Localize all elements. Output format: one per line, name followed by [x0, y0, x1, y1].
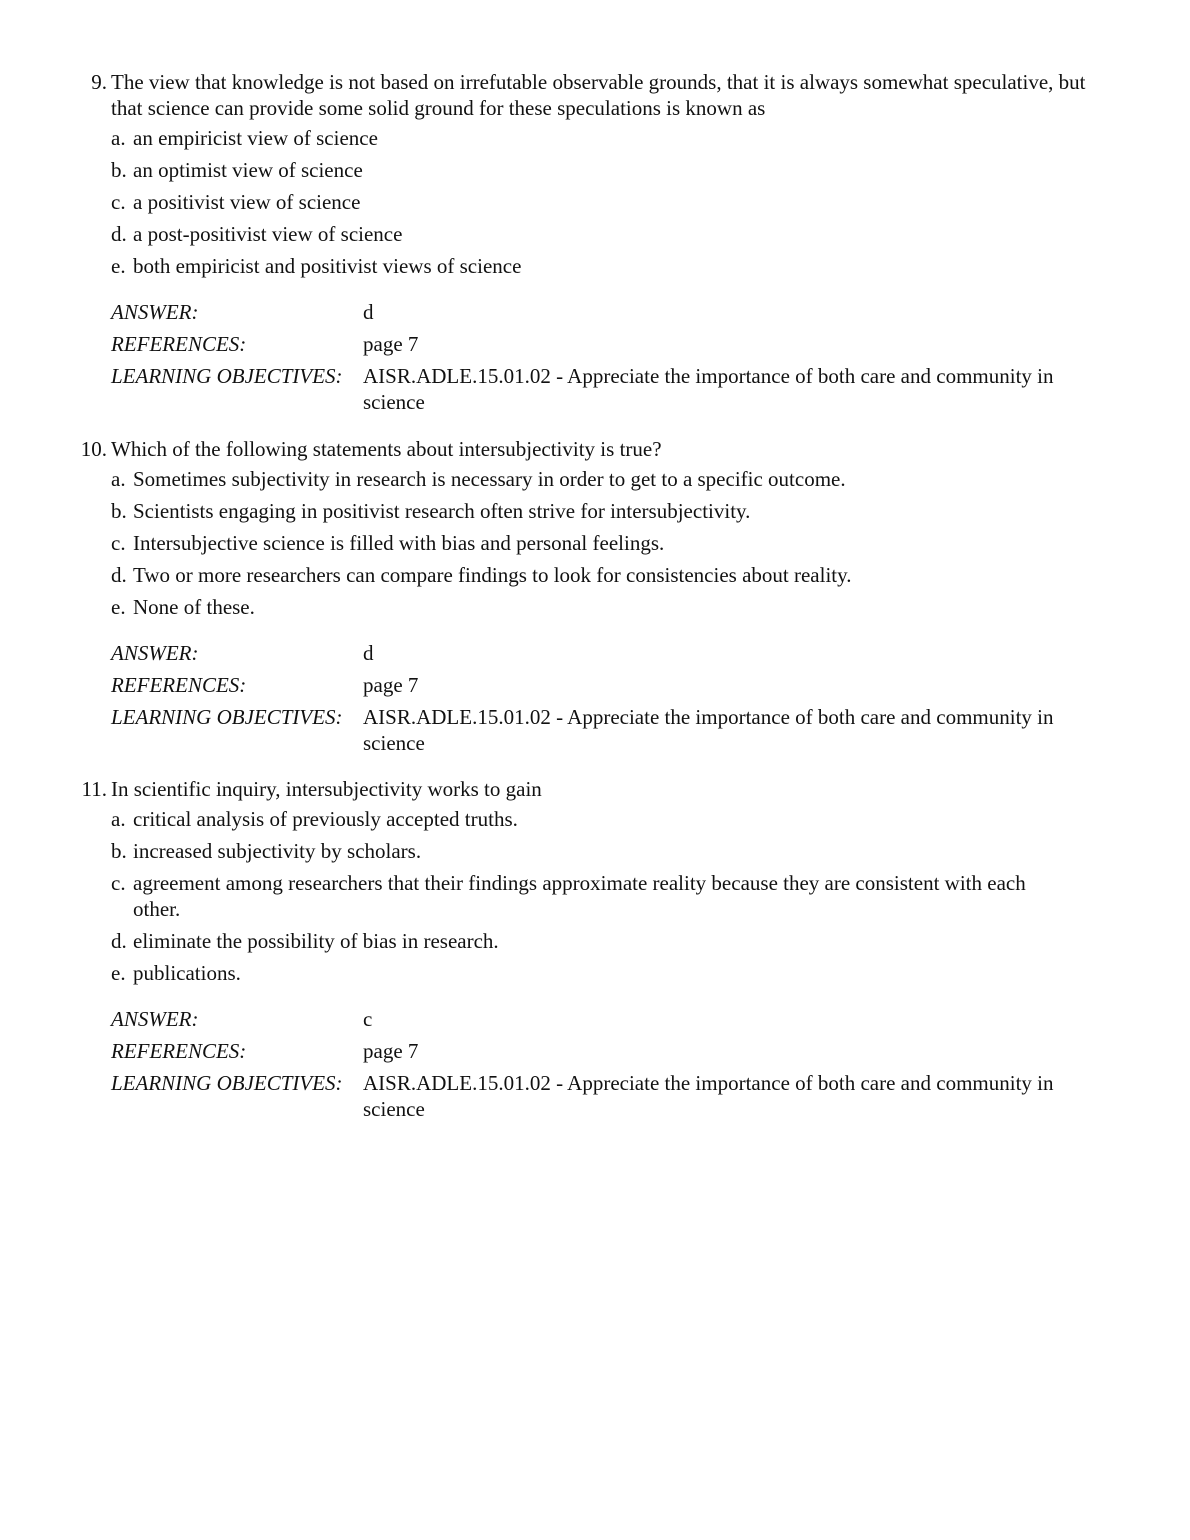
- option-letter: e.: [111, 254, 126, 278]
- question-block: [0, 69, 1190, 415]
- question-block: [0, 436, 1190, 756]
- option-letter: a.: [111, 126, 126, 150]
- question-number: 11.: [81, 777, 107, 801]
- answer-option: [0, 960, 1190, 986]
- option-text: eliminate the possibility of bias in research.: [133, 929, 499, 953]
- option-text: Intersubjective science is filled with bias and personal feelings.: [133, 531, 665, 555]
- option-text: increased subjectivity by scholars.: [133, 839, 422, 863]
- answer-option: [0, 125, 1190, 151]
- answer-row: [0, 1006, 1190, 1032]
- option-text: Sometimes subjectivity in research is necessary in order to get to a specific outcome.: [133, 467, 846, 491]
- learning-objectives-row: [0, 1070, 1190, 1122]
- references-row: [0, 672, 1190, 698]
- answer-option: [0, 253, 1190, 279]
- answer-option: [0, 870, 1190, 922]
- learning-objectives-value: AISR.ADLE.15.01.02 - Appreciate the importance of both care and community in science: [363, 364, 1054, 414]
- question-text: In scientific inquiry, intersubjectivity works to gain: [111, 777, 542, 801]
- answer-value: d: [363, 641, 374, 665]
- references-label: REFERENCES:: [111, 332, 247, 356]
- answer-option: [0, 498, 1190, 524]
- option-text: None of these.: [133, 595, 255, 619]
- references-value: page 7: [363, 673, 419, 697]
- answer-metadata: [0, 640, 1190, 756]
- option-text: Scientists engaging in positivist research often strive for intersubjectivity.: [133, 499, 751, 523]
- question-text: Which of the following statements about intersubjectivity is true?: [111, 437, 662, 461]
- option-text: critical analysis of previously accepted truths.: [133, 807, 518, 831]
- learning-objectives-label: LEARNING OBJECTIVES:: [111, 364, 343, 388]
- option-letter: d.: [111, 563, 127, 587]
- learning-objectives-row: [0, 363, 1190, 415]
- option-text: a post-positivist view of science: [133, 222, 403, 246]
- option-letter: e.: [111, 961, 126, 985]
- references-row: [0, 1038, 1190, 1064]
- question-stem: [0, 436, 1190, 462]
- option-text: both empiricist and positivist views of science: [133, 254, 522, 278]
- learning-objectives-label: LEARNING OBJECTIVES:: [111, 705, 343, 729]
- references-value: page 7: [363, 1039, 419, 1063]
- answer-option: [0, 562, 1190, 588]
- option-letter: b.: [111, 158, 127, 182]
- answer-option: [0, 530, 1190, 556]
- question-text: The view that knowledge is not based on irrefutable observable grounds, that it is always somewhat speculative, but that science can provide some solid ground for these speculations is known as: [111, 70, 1086, 120]
- answer-row: [0, 299, 1190, 325]
- option-letter: e.: [111, 595, 126, 619]
- answer-option: [0, 806, 1190, 832]
- option-letter: c.: [111, 871, 126, 895]
- answer-option: [0, 157, 1190, 183]
- question-number: 10.: [80, 437, 107, 461]
- answer-option: [0, 466, 1190, 492]
- option-letter: b.: [111, 839, 127, 863]
- answer-option: [0, 221, 1190, 247]
- answer-option: [0, 838, 1190, 864]
- question-stem: [0, 776, 1190, 802]
- option-letter: d.: [111, 222, 127, 246]
- option-text: an optimist view of science: [133, 158, 363, 182]
- answer-option: [0, 928, 1190, 954]
- references-row: [0, 331, 1190, 357]
- option-text: agreement among researchers that their findings approximate reality because they are consistent with each other.: [133, 871, 1026, 921]
- option-letter: b.: [111, 499, 127, 523]
- option-letter: c.: [111, 190, 126, 214]
- question-number: 9.: [91, 70, 107, 94]
- answer-metadata: [0, 1006, 1190, 1122]
- answer-label: ANSWER:: [111, 1007, 199, 1031]
- answer-metadata: [0, 299, 1190, 415]
- answer-label: ANSWER:: [111, 641, 199, 665]
- option-text: an empiricist view of science: [133, 126, 378, 150]
- references-label: REFERENCES:: [111, 1039, 247, 1063]
- option-letter: a.: [111, 467, 126, 491]
- option-letter: d.: [111, 929, 127, 953]
- references-label: REFERENCES:: [111, 673, 247, 697]
- question-stem: [0, 69, 1190, 121]
- answer-label: ANSWER:: [111, 300, 199, 324]
- answer-row: [0, 640, 1190, 666]
- answer-option: [0, 189, 1190, 215]
- answer-option: [0, 594, 1190, 620]
- learning-objectives-row: [0, 704, 1190, 756]
- option-text: Two or more researchers can compare findings to look for consistencies about reality.: [133, 563, 852, 587]
- option-letter: c.: [111, 531, 126, 555]
- question-block: [0, 776, 1190, 1122]
- learning-objectives-value: AISR.ADLE.15.01.02 - Appreciate the importance of both care and community in science: [363, 705, 1054, 755]
- learning-objectives-label: LEARNING OBJECTIVES:: [111, 1071, 343, 1095]
- answer-value: d: [363, 300, 374, 324]
- learning-objectives-value: AISR.ADLE.15.01.02 - Appreciate the importance of both care and community in science: [363, 1071, 1054, 1121]
- references-value: page 7: [363, 332, 419, 356]
- option-text: a positivist view of science: [133, 190, 361, 214]
- option-letter: a.: [111, 807, 126, 831]
- option-text: publications.: [133, 961, 241, 985]
- answer-value: c: [363, 1007, 373, 1031]
